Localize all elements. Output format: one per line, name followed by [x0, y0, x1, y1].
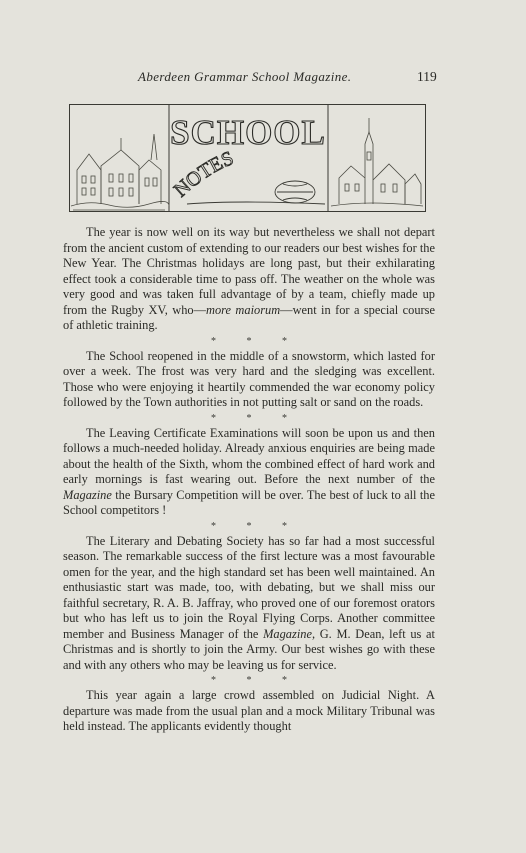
journal-title: Aberdeen Grammar School Magazine. [138, 69, 352, 84]
section-separator: * * * [211, 520, 301, 532]
section-separator: * * * [211, 335, 301, 347]
latin-phrase: more maiorum [206, 302, 281, 317]
paragraph-2: The School reopened in the middle of a snowstorm, which lasted for over a week. The frost was very hard and the sledging was excellent. Those who were enjoying it heartily commended the war economy policy followed by the Town authorities in not putting salt or sand on the roads. [63, 348, 435, 409]
school-notes-illustration [69, 104, 426, 212]
magazine-title-ref: Magazine [63, 487, 112, 502]
school-building-drawing [71, 134, 169, 210]
article-body [63, 225, 435, 735]
page-number: 119 [417, 69, 437, 84]
paragraph-3: The Leaving Certificate Examinations will soon be upon us and then follows a much-needed holiday. Already anxious enquiries are being made about the health of the Sixth, whom the combined effect of hard work and early mornings is fast wearing out. Before the next number of the Magazine the Bursary Competition will be over. The best of luck to all the School competitors ! [63, 425, 435, 517]
church-drawing [331, 118, 423, 206]
paragraph-1: The year is now well on its way but nevertheless we shall not depart from the ancient custom of extending to our readers our best wishes for the New Year. The Christmas holidays are long past, but their exhilarating effect took a considerable time to pass off. The weather on the whole was very good and was taken full advantage of by a team, chiefly made up from the Rugby XV, who—more maiorum—went in for a special course of athletic training. [63, 225, 435, 332]
magazine-title-ref: Magazine, [263, 626, 316, 641]
notes-word [170, 147, 237, 201]
paragraph-5: This year again a large crowd assembled on Judicial Night. A departure was made from the usual plan and a mock Military Tribunal was held instead. The applicants evidently thought [63, 688, 435, 733]
running-head [0, 69, 526, 87]
paragraph-4: The Literary and Debating Society has so far had a most successful season. The remarkable success of the first lecture was a most favourable omen for the year, and the high standard set has been well maintained. An enthusiastic start was made, too, with debating, but we shall miss our faithful secretary, R. A. B. Jaffray, who proved one of our foremost orators but who has left us to join the Royal Flying Corps. Another committee member and Business Manager of the Magazine, G. M. Dean, left us at Christmas and is shortly to join the Army. Our best wishes go with these and with any others who may be leaving us for service. [63, 533, 435, 672]
ball-drawing [187, 181, 325, 204]
section-separator: * * * [211, 412, 301, 424]
notes-word-path: NOTES [169, 147, 237, 202]
section-separator: * * * [211, 675, 301, 686]
banner-word-school: SCHOOL [170, 113, 326, 152]
